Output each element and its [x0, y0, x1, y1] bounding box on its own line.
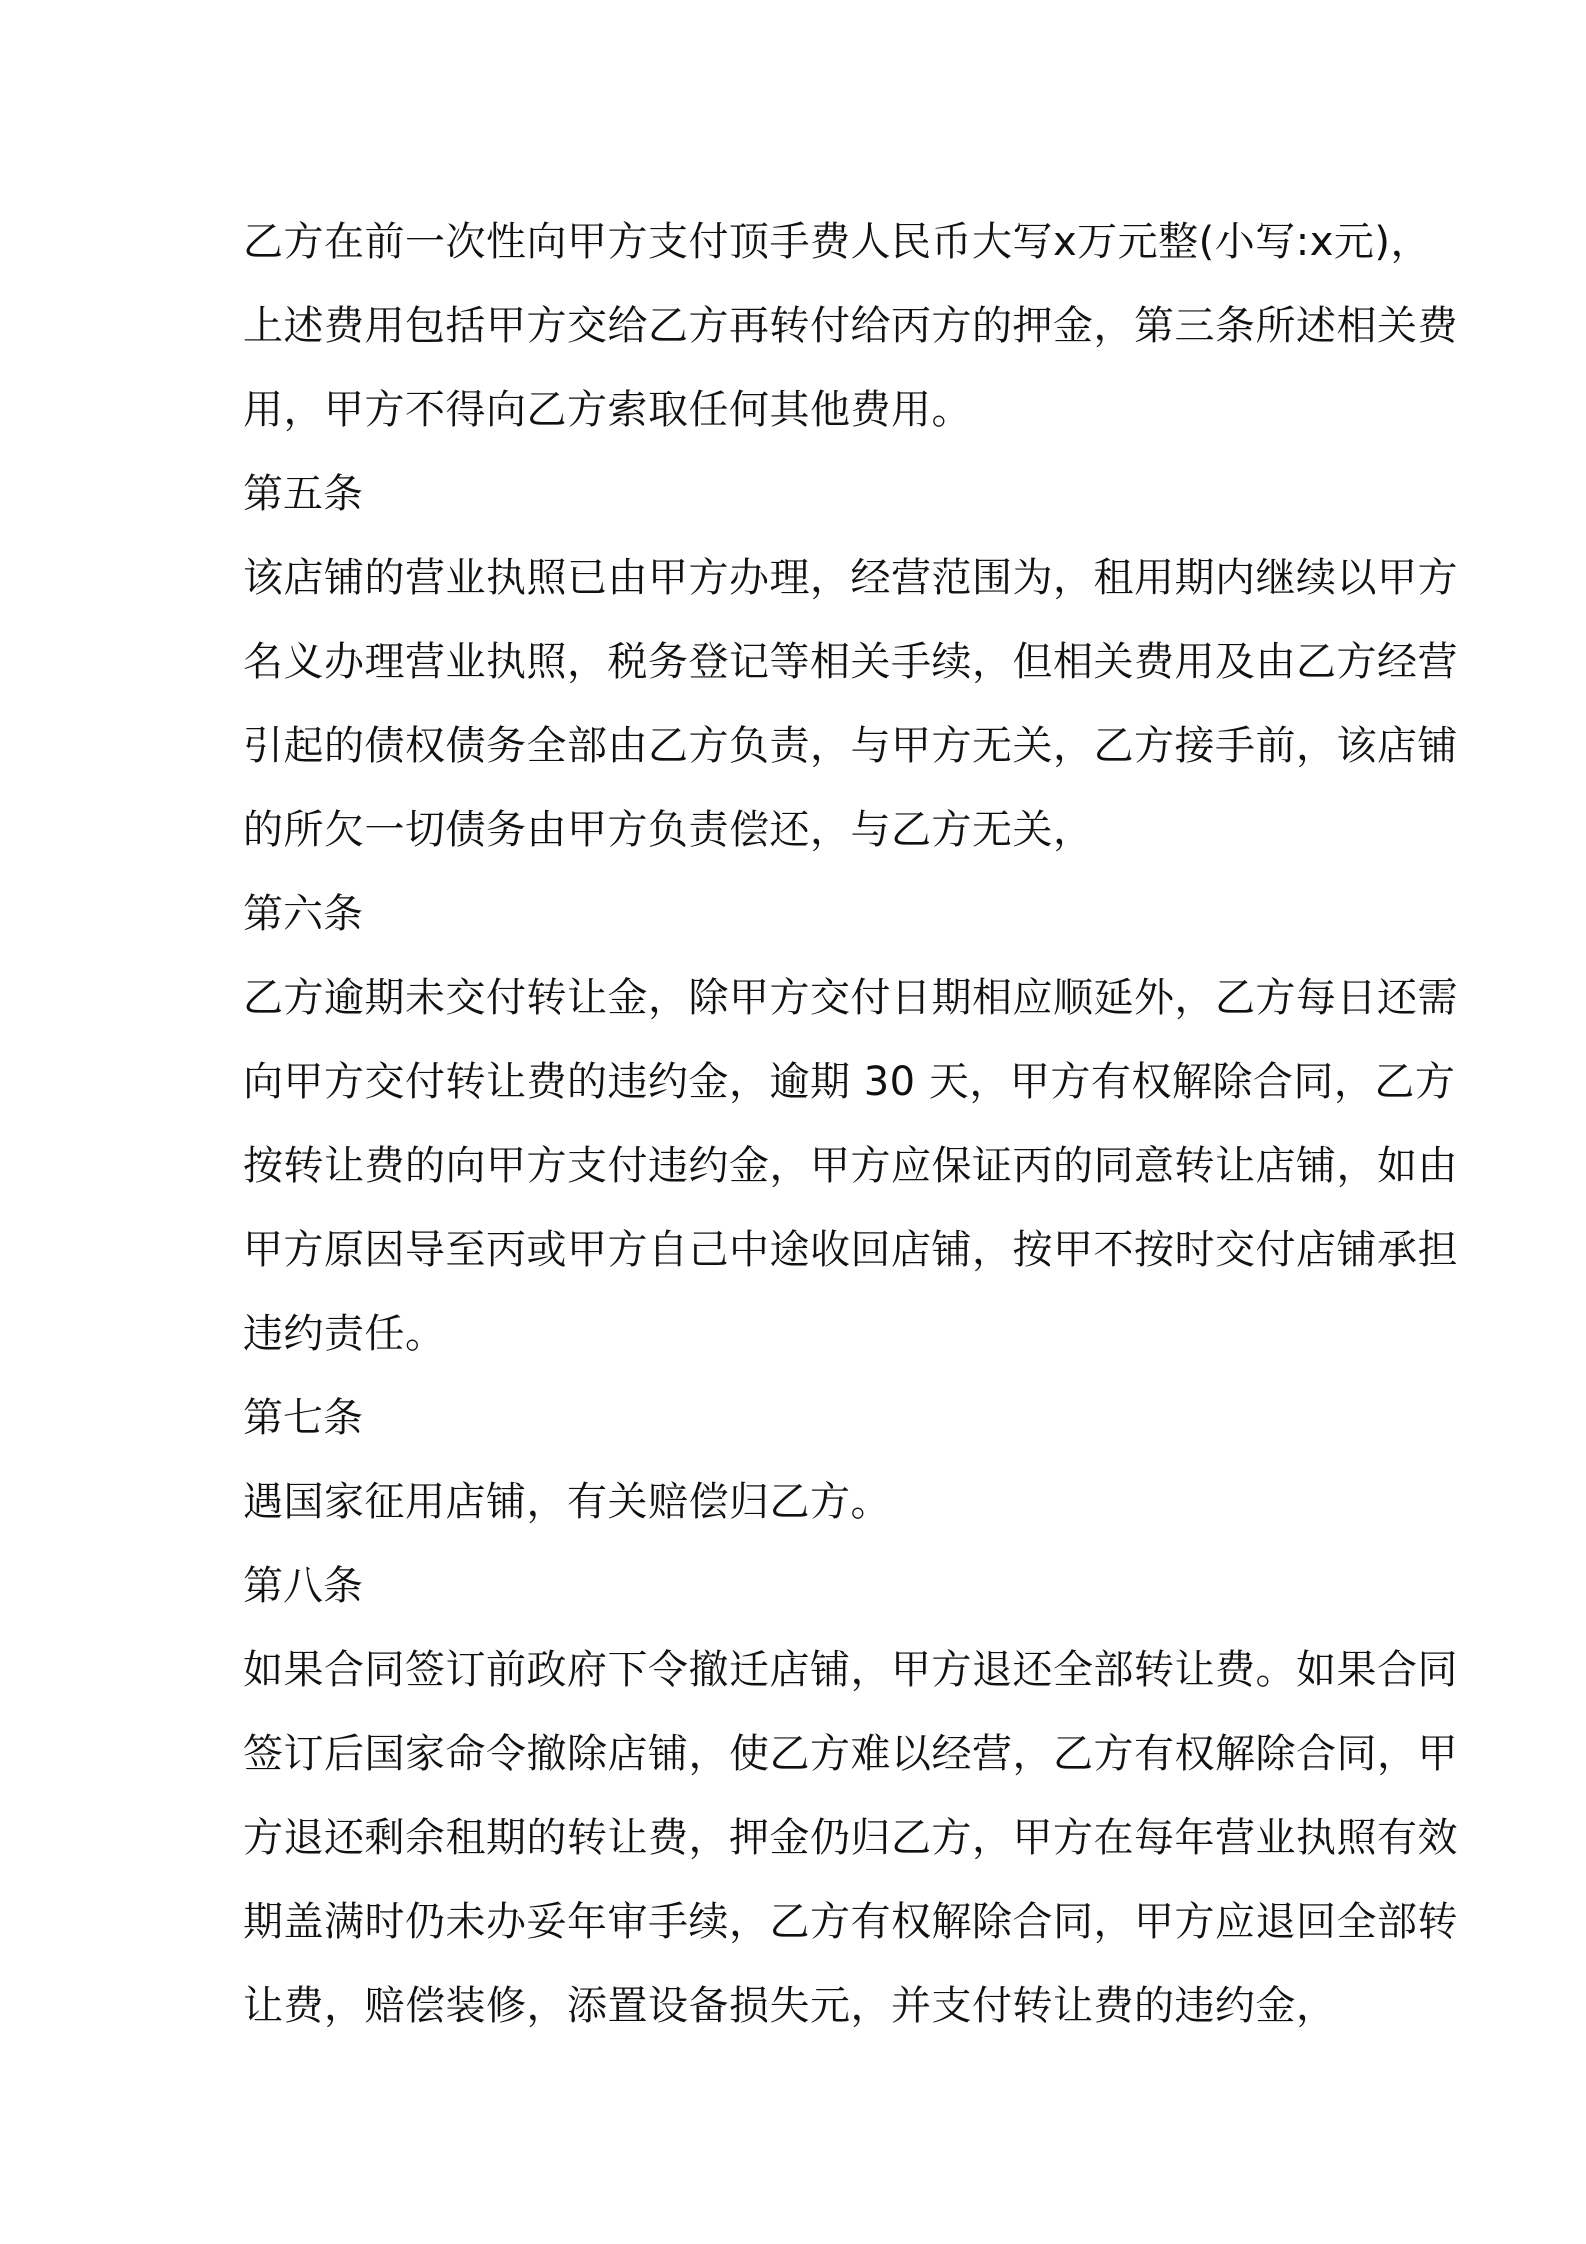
paragraph-line: 遇国家征用店铺，有关赔偿归乙方。 — [243, 1479, 891, 1525]
article-6-heading: 第六条 — [243, 891, 363, 937]
paragraph-line: 违约责任。 — [243, 1311, 446, 1357]
paragraph-line: 引起的债权债务全部由乙方负责，与甲方无关，乙方接手前，该店铺 — [243, 723, 1458, 769]
paragraph-line: 签订后国家命令撤除店铺，使乙方难以经营，乙方有权解除合同，甲 — [243, 1731, 1458, 1777]
paragraph-line: 该店铺的营业执照已由甲方办理，经营范围为，租用期内继续以甲方 — [243, 555, 1458, 601]
paragraph-line: 名义办理营业执照，税务登记等相关手续，但相关费用及由乙方经营 — [243, 639, 1458, 685]
paragraph-line: 的所欠一切债务由甲方负责偿还，与乙方无关， — [243, 807, 1094, 853]
paragraph-line: 乙方在前一次性向甲方支付顶手费人民币大写x万元整(小写:x元)， — [243, 219, 1432, 265]
article-8-heading: 第八条 — [243, 1563, 363, 1609]
paragraph-line: 如果合同签订前政府下令撤迁店铺，甲方退还全部转让费。如果合同 — [243, 1647, 1458, 1693]
document-page — [243, 200, 1458, 2048]
paragraph-line: 上述费用包括甲方交给乙方再转付给丙方的押金，第三条所述相关费 — [243, 303, 1458, 349]
paragraph-line: 用，甲方不得向乙方索取任何其他费用。 — [243, 387, 972, 433]
paragraph-line: 按转让费的向甲方支付违约金，甲方应保证丙的同意转让店铺，如由 — [243, 1143, 1458, 1189]
paragraph-line: 向甲方交付转让费的违约金，逾期 30 天，甲方有权解除合同，乙方 — [243, 1059, 1456, 1105]
article-7-heading: 第七条 — [243, 1395, 363, 1441]
paragraph-line: 甲方原因导至丙或甲方自己中途收回店铺，按甲不按时交付店铺承担 — [243, 1227, 1458, 1273]
paragraph-line: 让费，赔偿装修，添置设备损失元，并支付转让费的违约金， — [243, 1983, 1337, 2029]
article-5-heading: 第五条 — [243, 471, 363, 517]
paragraph-line: 方退还剩余租期的转让费，押金仍归乙方，甲方在每年营业执照有效 — [243, 1815, 1458, 1861]
paragraph-line: 乙方逾期未交付转让金，除甲方交付日期相应顺延外，乙方每日还需 — [243, 975, 1458, 1021]
paragraph-line: 期盖满时仍未办妥年审手续，乙方有权解除合同，甲方应退回全部转 — [243, 1899, 1458, 1945]
